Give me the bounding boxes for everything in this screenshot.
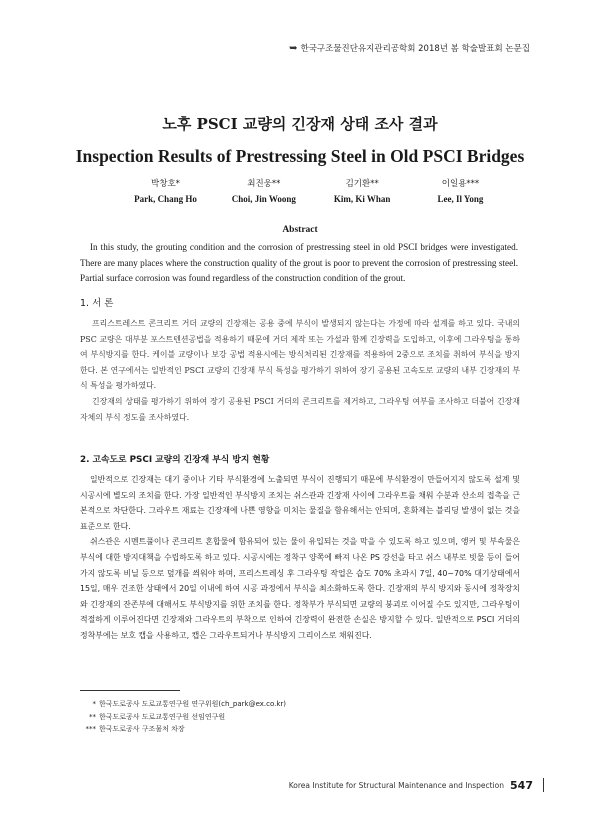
footnote-text: 한국도로공사 도로교통연구원 선임연구원	[99, 712, 226, 721]
footnotes	[80, 698, 480, 736]
footer-institution: Korea Institute for Structural Maintenance and Inspection	[288, 780, 505, 790]
author-name-english: Choi, Jin Woong	[231, 194, 296, 204]
footnote-mark: *	[92, 700, 96, 708]
footnote	[80, 723, 480, 736]
author-1	[118, 177, 213, 204]
footnote-mark: **	[89, 712, 96, 721]
author-2	[216, 177, 311, 204]
paragraph: 프리스트레스트 콘크리트 거더 교량의 긴장재는 공용 중에 부식이 발생되지 않는다는 가정에 따라 설계를 하고 있다. 국내의 PSC 교량은 대부분 포스트텐션공법을 적용하기 때문에 거더 제작 또는 가설과 함께 긴장력을 도입하고, 이후에 그라우팅을 통하여 부식방지를 한다. 케이블 교량이나 보강 공법 적용시에는 방식처리된 긴장재를 적용하여 2중으로 조치를 취하여 부식을 방지한다. 본 연구에서는 일반적인 PSCI 교량의 긴장재 부식 특성을 평가하기 위하여 장기 공용된 고속도로 교량의 내부 긴장재의 부식 특성을 평가하였다.	[80, 319, 520, 391]
author-name-english: Lee, Il Yong	[437, 194, 484, 204]
section-1-heading: 1. 서 론	[80, 298, 114, 309]
author-name-korean: 김기환**	[345, 179, 379, 189]
title-korean: 노후 PSCI 교량의 긴장재 상태 조사 결과	[162, 115, 438, 133]
author-name-korean: 최진웅**	[247, 179, 281, 189]
footer-divider	[543, 778, 544, 792]
footnote	[80, 711, 480, 724]
section-2-heading: 2. 고속도로 PSCI 교량의 긴장재 부식 방지 현황	[80, 455, 270, 465]
abstract-text: In this study, the grouting condition and the corrosion of prestressing steel in old PSCI bridges were investigated. There are many places where the construction quality of the grout is poor to prevent the corrosion of prestressing steel. Partial surface corrosion was found regardless of the construction condition of the grout.	[80, 242, 518, 283]
page-number: 547	[510, 778, 533, 792]
footnote-text: 한국도로공사 구조물처 차장	[99, 725, 185, 733]
header-text: 한국구조물진단유지관리공학회 2018년 봄 학술발표회 논문집	[300, 44, 530, 54]
running-header	[289, 42, 530, 54]
title-english: Inspection Results of Prestressing Steel in Old PSCI Bridges	[75, 146, 525, 166]
author-name-english: Park, Chang Ho	[134, 194, 197, 204]
section-2-body	[80, 472, 520, 644]
footnote	[80, 698, 480, 711]
paragraph: 긴장재의 상태를 평가하기 위하여 장기 공용된 PSCI 거더의 콘크리트를 제거하고, 그라우팅 여부를 조사하고 더불어 긴장재 자체의 부식 정도를 조사하였다.	[80, 396, 520, 422]
author-name-korean: 이일용***	[441, 179, 480, 189]
author-list	[118, 177, 508, 204]
paragraph: 일반적으로 긴장재는 대기 중이나 기타 부식환경에 노출되면 부식이 진행되기 때문에 부식환경이 만들어지지 않도록 설계 및 시공시에 별도의 조치를 한다. 가장 일반적인 부식방지 조치는 쉬스관과 긴장재 사이에 그라우트를 채워 수분과 산소의 접촉을 근본적으로 차단한다. 그라우트 재료는 긴장재에 나쁜 영향을 미치는 물질을 함유해서는 안되며, 혼화제는 블리딩 발생이 없는 것을 표준으로 한다.	[80, 475, 520, 531]
page-footer	[289, 778, 544, 792]
author-name-english: Kim, Ki Whan	[333, 194, 391, 204]
section-1-body	[80, 316, 520, 425]
footnote-mark: ***	[85, 725, 96, 733]
paragraph: 쉬스관은 시멘트풀이나 콘크리트 혼합물에 함유되어 있는 물이 유입되는 것을 막을 수 있도록 하고 있으며, 앵커 및 부속물은 부식에 대한 방지대책을 수립하도록 하고 있다. 시공시에는 정착구 양쪽에 빠져 나온 PS 강선을 타고 쉬스 내부로 빗물 등이 들어가지 않도록 비닐 등으로 덮개를 씌워야 하며, 프리스트레싱 후 그라우팅 작업은 습도 70% 초과시 7일, 40~70% 대기상태에서 15일, 매우 건조한 상태에서 20일 이내에 하여 시공 과정에서 부식을 최소화하도록 한다. 긴장재의 부식 방지와 동시에 정착장치와 긴장재의 잔존부에 대해서도 부식방지를 위한 조치를 한다. 정착부가 부식되면 교량의 붕괴로 이어질 수도 있지만, 그라우팅이 적절하게 이루어진다면 긴장재와 그라우트의 부착으로 인하여 긴장력이 완전한 손실은 방지할 수 있다. 일반적으로 PSCI 거더의 정착부에는 보호 캡을 사용하고, 캡은 그라우트되거나 부식방지 그리이스로 채워진다.	[80, 537, 520, 640]
footnote-text: 한국도로공사 도로교통연구원 연구위원(ch_park@ex.co.kr)	[99, 700, 287, 708]
arrow-bullet-icon: ➥	[289, 42, 298, 54]
author-3	[315, 177, 410, 204]
author-4	[413, 177, 508, 204]
abstract-heading: Abstract	[282, 225, 318, 235]
author-name-korean: 박창호*	[151, 179, 180, 189]
footnote-divider	[80, 690, 180, 691]
